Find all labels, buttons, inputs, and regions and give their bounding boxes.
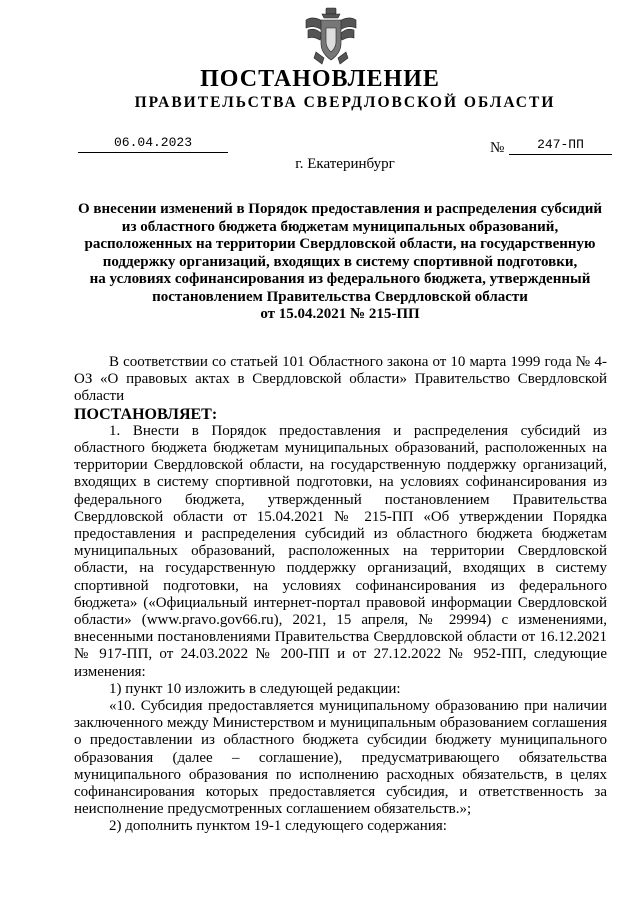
heading-line: от 15.04.2021 № 215-ПП bbox=[260, 306, 420, 322]
issuing-authority: ПРАВИТЕЛЬСТВА СВЕРДЛОВСКОЙ ОБЛАСТИ bbox=[134, 94, 556, 111]
heading-line: О внесении изменений в Порядок предоставления и распределения субсидий bbox=[77, 201, 603, 217]
subitem-2-paragraph: 2) дополнить пунктом 19-1 следующего содержания: bbox=[109, 818, 447, 835]
resolves-heading: ПОСТАНОВЛЯЕТ: bbox=[74, 405, 218, 423]
document-type-title: ПОСТАНОВЛЕНИЕ bbox=[200, 66, 440, 92]
item-1-paragraph: 1. Внести в Порядок предоставления и распределения субсидий из областного бюджета бюджетам муниципальных образований, расположенных на территории Свердловской области, на государственную поддержку организаций, входящих в систему спортивной подготовки, на условиях софинансирования из федерального бюджета, утвержденный постановлением Правительства Свердловской области от 15.04.2021 № 215-ПП «Об утверждении Порядка предоставления и распределения субсидий из областного бюджета бюджетам муниципальных образований, расположенных на территории Свердловской области, на государственную поддержку организаций, входящих в систему спортивной подготовки, на условиях софинансирования из федерального бюджета» («Официальный интернет-портал правовой информации Свердловской области» (www.pravo.gov66.ru), 2021, 15 апреля, № 29994) с изменениями, внесенными постановлениями Правительства Свердловской области от 16.12.2021 № 917-ПП, от 24.03.2022 № 200-ПП и от 27.12.2022 № 952-ПП, следующие изменения: bbox=[74, 422, 607, 680]
quoted-clause-10: «10. Субсидия предоставляется муниципальному образованию при наличии заключенного между Министерством и муниципальным образованием соглашения о предоставлении из областного бюджета субсидии бюджету муниципального образования (далее – соглашение), предусматривающего обязательства муниципального образования по исполнению расходных обязательств, в целях софинансирования которых предоставляется субсидия, и ответственность за неисполнение предусмотренных соглашением обязательств.»; bbox=[74, 698, 607, 818]
document-number: 247-ПП bbox=[509, 137, 612, 155]
number-label: № bbox=[490, 140, 505, 156]
city: г. Екатеринбург bbox=[295, 156, 395, 172]
document-body bbox=[74, 354, 607, 836]
document-heading bbox=[60, 201, 620, 324]
document-date: 06.04.2023 bbox=[78, 135, 228, 153]
coat-of-arms-icon bbox=[302, 6, 360, 66]
heading-line: из областного бюджета бюджетам муниципальных образований, bbox=[121, 218, 559, 235]
heading-line: постановлением Правительства Свердловской области bbox=[152, 288, 528, 305]
heading-line: на условиях софинансирования из федерального бюджета, утвержденный bbox=[89, 271, 591, 287]
heading-line: поддержку организаций, входящих в систему спортивной подготовки, bbox=[102, 253, 578, 270]
heading-line: расположенных на территории Свердловской области, на государственную bbox=[84, 236, 596, 252]
preamble-paragraph: В соответствии со статьей 101 Областного закона от 10 марта 1999 года № 4-ОЗ «О правовых актах в Свердловской области» Правительство Свердловской области bbox=[74, 354, 607, 405]
subitem-1-paragraph: 1) пункт 10 изложить в следующей редакции: bbox=[109, 680, 401, 697]
